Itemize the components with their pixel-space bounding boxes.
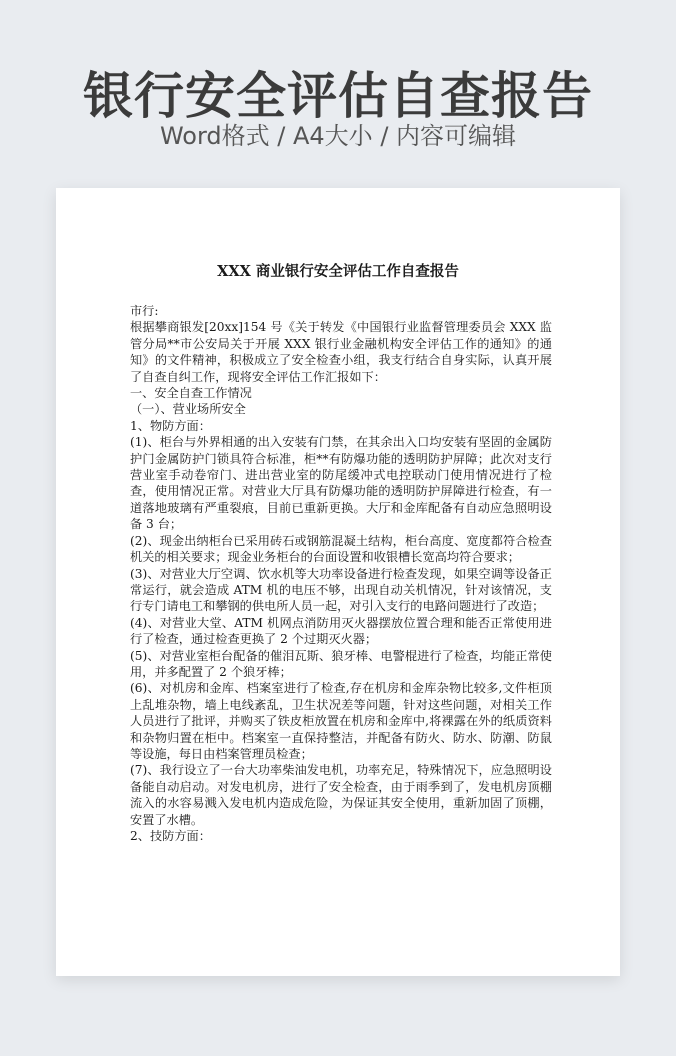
document-title: XXX 商业银行安全评估工作自查报告 — [217, 263, 459, 280]
banner-subtitle: Word格式 / A4大小 / 内容可编辑 — [159, 122, 517, 150]
document-body — [130, 303, 552, 893]
banner-title: 银行安全评估自查报告 — [83, 67, 593, 125]
doc-paragraph: (6)、对机房和金库、档案室进行了检查,存在机房和金库杂物比较多,文件柜顶上乱堆杂物，墙上电线紊乱，卫生状况差等问题，针对这些问题，对相关工作人员进行了批评，并购买了铁皮柜放置在机房和金库中,将裸露在外的纸质资料和杂物归置在柜中。档案室一直保持整洁，并配备有防火、防水、防潮、防鼠等设施，每日由档案管理员检查； — [130, 681, 552, 761]
doc-paragraph: (1)、柜台与外界相通的出入安装有门禁，在其余出入口均安装有坚固的金属防护门金属防护门锁具符合标准，柜**有防爆功能的透明防护屏障；此次对支行营业室手动卷帘门、进出营业室的防尾缓冲式电控联动门使用情况进行了检查，使用情况正常。对营业大厅具有防爆功能的透明防护屏障进行检查，有一道落地玻璃有严重裂痕，目前已重新更换。大厅和金库配备有自动应急照明设备 3 台； — [130, 435, 552, 532]
doc-paragraph: (7)、我行设立了一台大功率柴油发电机，功率充足，特殊情况下，应急照明设备能自动启动。对发电机房，进行了安全检查，由于雨季到了，发电机房顶棚流入的水容易溅入发电机内造成危险，为保证其安全使用，重新加固了顶棚，安置了水槽。 — [130, 763, 552, 827]
doc-paragraph: (2)、现金出纳柜台已采用砖石或钢筋混凝土结构，柜台高度、宽度都符合检查机关的相关要求；现金业务柜台的台面设置和收银槽长宽高均符合要求； — [130, 533, 552, 565]
doc-paragraph: （一）、营业场所安全 — [130, 402, 246, 417]
doc-paragraph: 1、物防方面： — [130, 418, 211, 433]
doc-paragraph: (3)、对营业大厅空调、饮水机等大功率设备进行检查发现，如果空调等设备正常运行，就会造成 ATM 机的电压不够，出现自动关机情况，针对该情况，支行专门请电工和攀钢的供电所人员一起，对引入支行的电路问题进行了改造； — [130, 566, 552, 614]
doc-paragraph: (4)、对营业大堂、ATM 机网点消防用灭火器摆放位置合理和能否正常使用进行了检查，通过检查更换了 2 个过期灭火器； — [130, 615, 552, 647]
document-page — [56, 188, 620, 976]
doc-paragraph: 根据攀商银发[20xx]154 号《关于转发《中国银行业监督管理委员会 XXX 监管分局**市公安局关于开展 XXX 银行业金融机构安全评估工作的通知》的通知》的文件精神，积极成立了安全检查小组，我支行结合自身实际，认真开展了自查自纠工作，现将安全评估工作汇报如下： — [130, 320, 552, 384]
doc-paragraph: 市行: — [130, 304, 159, 318]
doc-paragraph: 一、安全自查工作情况 — [130, 386, 252, 401]
doc-paragraph: (5)、对营业室柜台配备的催泪瓦斯、狼牙棒、电警棍进行了检查，均能正常使用，并多配置了 2 个狼牙棒； — [130, 648, 552, 679]
doc-paragraph: 2、技防方面： — [130, 829, 211, 843]
